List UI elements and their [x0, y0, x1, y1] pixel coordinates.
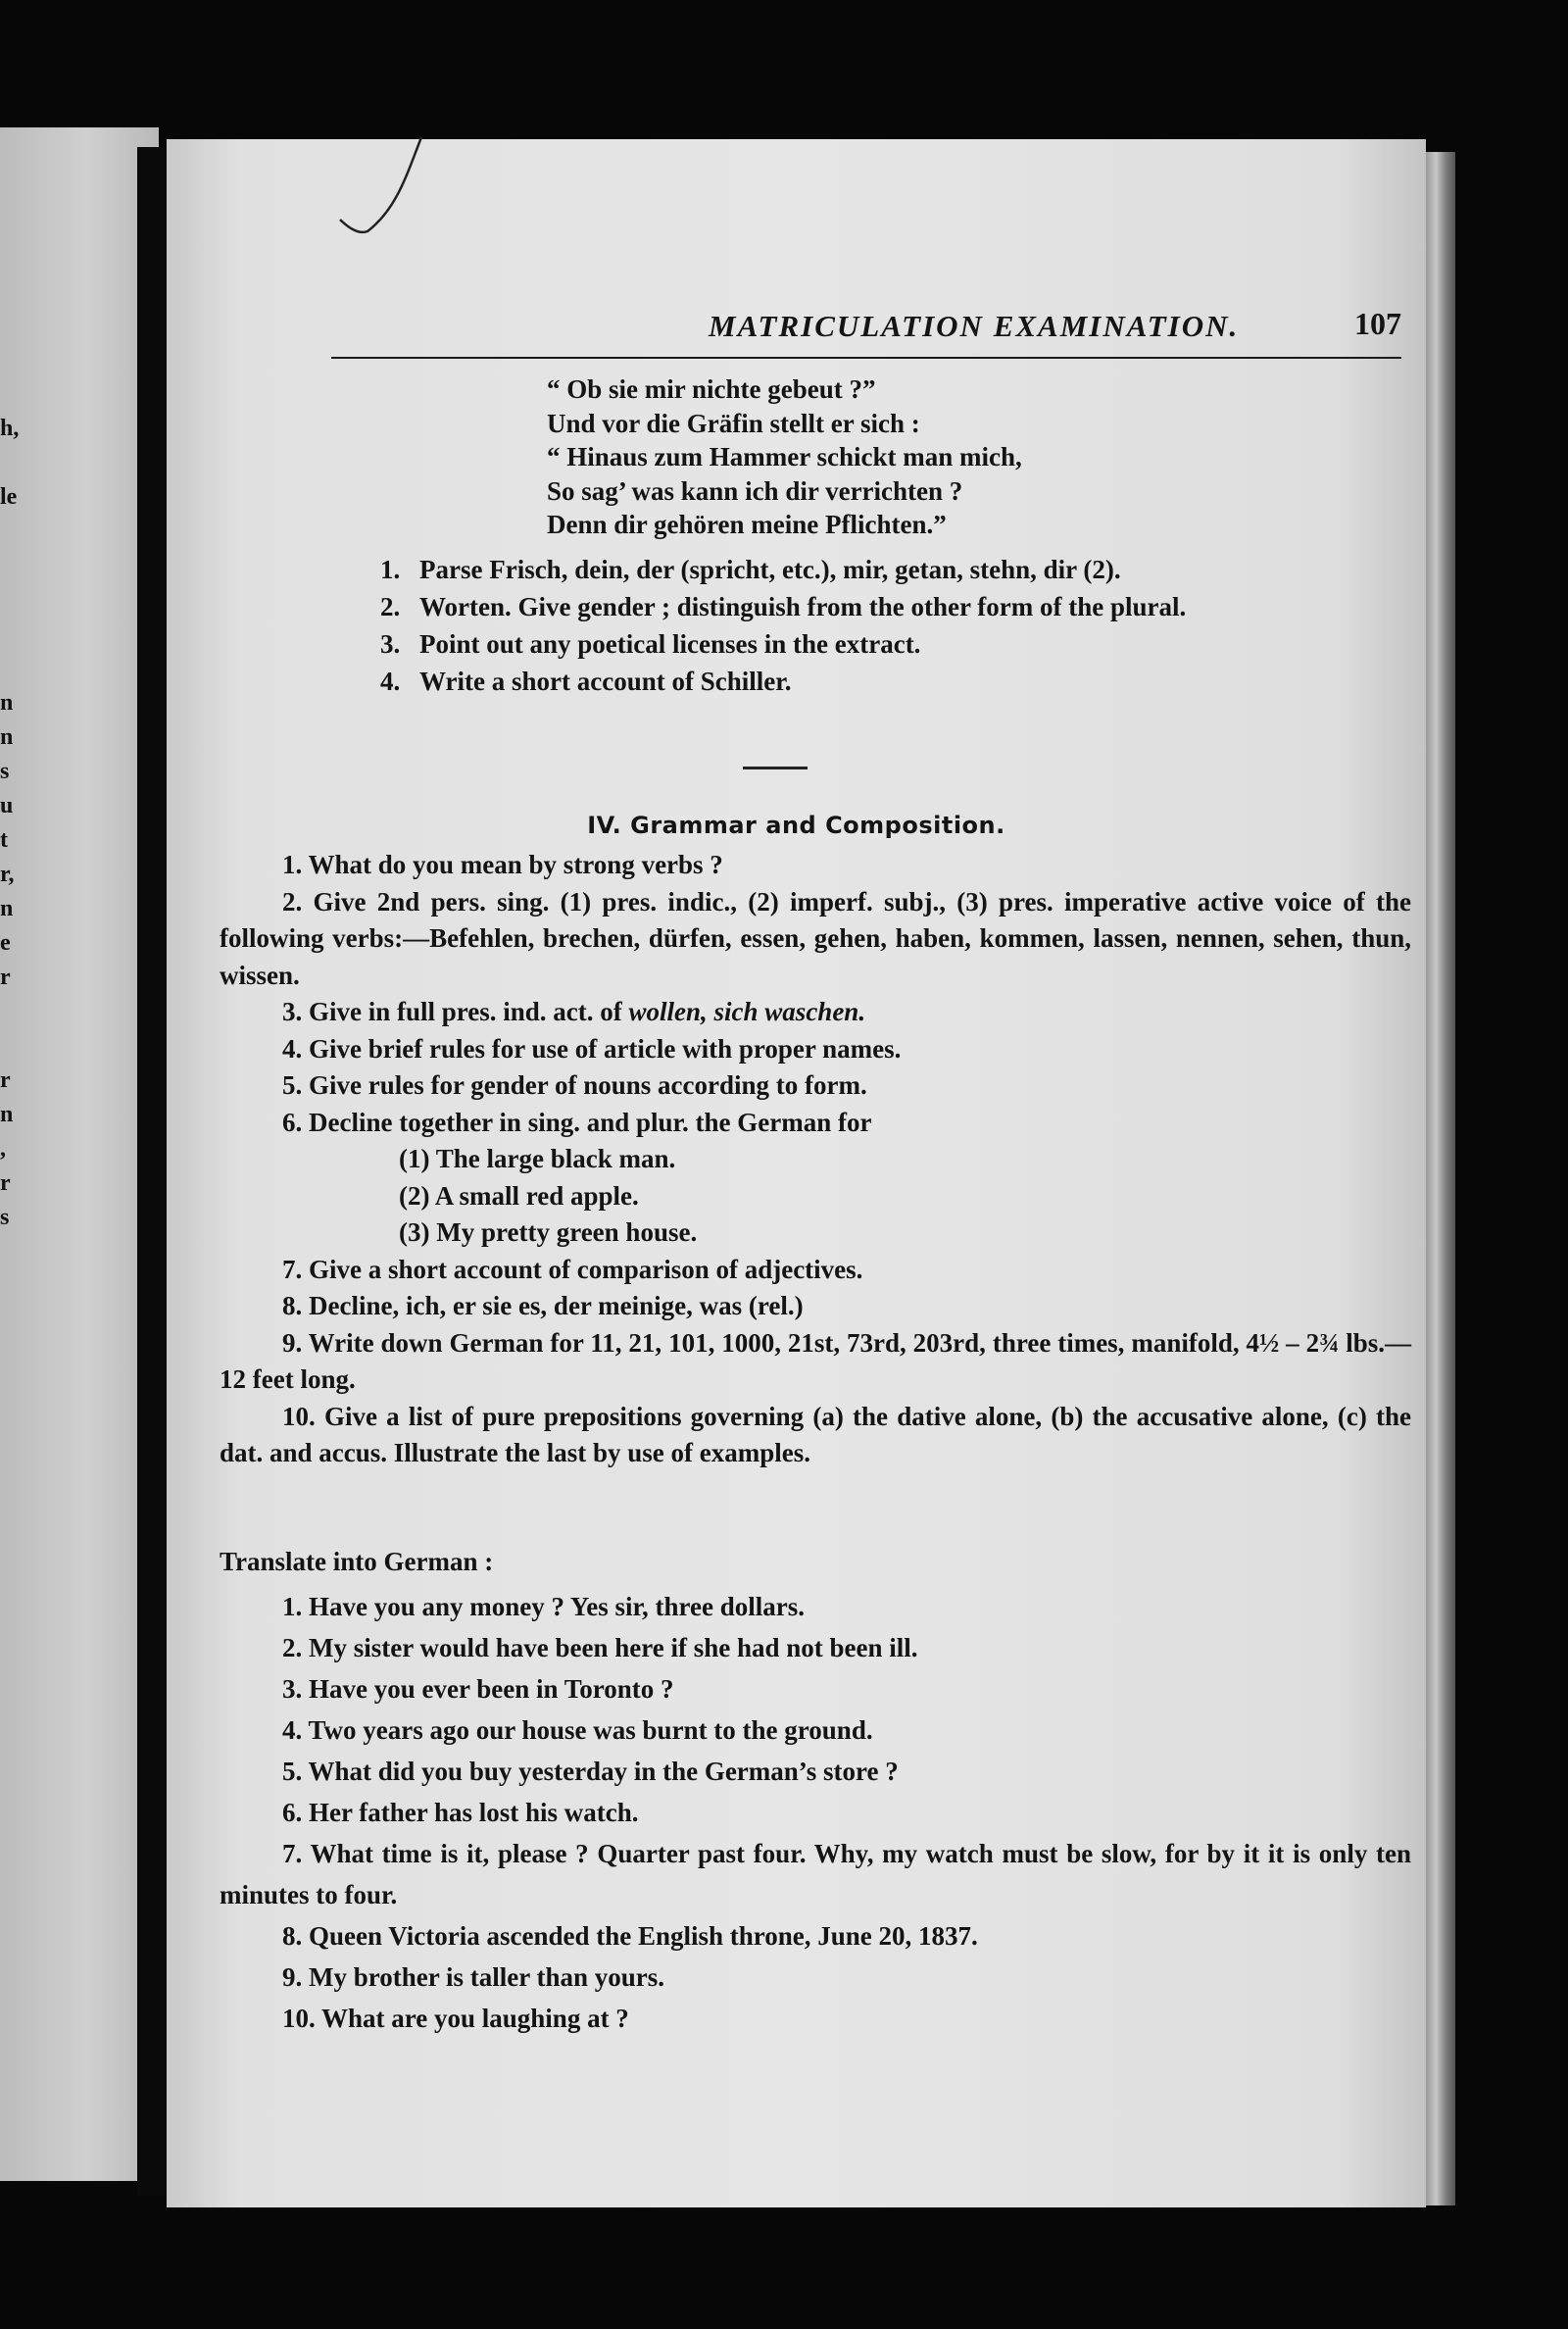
left-page-fragment: s	[0, 759, 10, 784]
question-number: 1.	[380, 555, 401, 584]
running-head: MATRICULATION EXAMINATION.	[709, 309, 1240, 343]
question-italic-text: wollen, sich waschen.	[628, 997, 866, 1026]
question-text: Parse Frisch, dein, der (spricht, etc.), mir, getan, stehn, dir (2).	[419, 555, 1121, 584]
poem-question	[380, 625, 1458, 663]
poem-line: Und vor die Gräfin stellt er sich :	[547, 408, 920, 438]
page-fore-edge	[1426, 152, 1455, 2205]
left-page-fragment: h,	[0, 416, 20, 441]
translate-heading: Translate into German :	[220, 1547, 494, 1576]
left-page-fragment	[0, 515, 19, 549]
left-page-fragment: e	[0, 930, 11, 956]
left-page-fragment: r,	[0, 862, 15, 887]
grammar-question: 6. Decline together in sing. and plur. the German for	[282, 1107, 872, 1137]
question-text: Worten. Give gender ; distinguish from the other form of the plural.	[419, 592, 1187, 621]
left-page-fragment	[0, 1029, 19, 1064]
left-page-fragment: n	[0, 896, 14, 921]
grammar-question: 4. Give brief rules for use of article with proper names.	[282, 1033, 902, 1064]
left-page-fragment: r	[0, 965, 11, 990]
decline-item: (1) The large black man.	[399, 1144, 676, 1173]
left-page-fragments	[0, 412, 19, 1235]
page-header	[331, 296, 1401, 359]
translate-item: 6. Her father has lost his watch.	[282, 1798, 639, 1827]
question-text: 3. Give in full pres. ind. act. of	[282, 997, 629, 1026]
grammar-question	[220, 994, 1411, 1031]
grammar-question: 7. Give a short account of comparison of adjectives.	[282, 1254, 863, 1284]
left-page-fragment: n	[0, 1102, 14, 1127]
grammar-question: 1. What do you mean by strong verbs ?	[282, 850, 723, 879]
left-page-fragment	[0, 446, 19, 480]
question-number: 2.	[380, 592, 401, 621]
grammar-question: 5. Give rules for gender of nouns according to form.	[282, 1070, 867, 1100]
poem-line: Denn dir gehören meine Pflichten.”	[547, 510, 947, 539]
left-page-fragment	[0, 652, 19, 686]
page-number: 107	[1354, 306, 1401, 341]
left-page-fragment: ,	[0, 1136, 6, 1162]
left-page-fragment: u	[0, 793, 14, 818]
question-text: Write a short account of Schiller.	[419, 667, 792, 696]
translate-item: 9. My brother is taller than yours.	[282, 1962, 664, 1992]
section-divider	[743, 767, 808, 769]
grammar-questions	[220, 847, 1411, 1472]
left-page-fragment: r	[0, 1170, 11, 1196]
decline-item: (2) A small red apple.	[399, 1180, 639, 1211]
grammar-question: 9. Write down German for 11, 21, 101, 1000, 21st, 73rd, 203rd, three times, manifold, 4½ – 2¾ lbs.—12 feet long.	[220, 1327, 1411, 1394]
left-page-fragment: n	[0, 724, 14, 750]
translate-item: 10. What are you laughing at ?	[282, 2004, 629, 2033]
poem-question	[380, 551, 1458, 588]
translate-item: 8. Queen Victoria ascended the English throne, June 20, 1837.	[282, 1921, 978, 1951]
left-page-fragment: r	[0, 1067, 11, 1093]
question-number: 3.	[380, 629, 401, 659]
poem-extract	[547, 372, 1022, 542]
left-page-fragment: s	[0, 1205, 10, 1230]
grammar-question: 2. Give 2nd pers. sing. (1) pres. indic., (2) imperf. subj., (3) pres. imperative active voice of the following verbs:—Befehlen, brechen, dürfen, essen, gehen, haben, kommen, lassen, nennen, sehen, thun, wissen.	[220, 886, 1411, 990]
left-page-fragment	[0, 995, 19, 1029]
left-page-fragment: t	[0, 827, 8, 853]
poem-question	[380, 663, 1458, 700]
page-content	[167, 139, 1426, 2207]
translate-list	[220, 1586, 1411, 2039]
translate-item: 2. My sister would have been here if she had not been ill.	[282, 1633, 918, 1662]
section-title: IV. Grammar and Composition.	[587, 812, 1005, 839]
left-page-fragment	[0, 549, 19, 583]
decline-item: (3) My pretty green house.	[399, 1217, 698, 1247]
left-page-fragment	[0, 618, 19, 652]
left-page-fragment: le	[0, 484, 18, 510]
poem-line: “ Ob sie mir nichte gebeut ?”	[547, 374, 876, 404]
left-page-fragment: n	[0, 690, 14, 716]
grammar-question: 10. Give a list of pure prepositions governing (a) the dative alone, (b) the accusative alone, (c) the dat. and accus. Illustrate the last by use of examples.	[220, 1401, 1411, 1467]
left-page-edge	[0, 127, 159, 2181]
left-page-fragment	[0, 583, 19, 618]
translate-item: 1. Have you any money ? Yes sir, three dollars.	[282, 1592, 805, 1621]
translate-item: 3. Have you ever been in Toronto ?	[282, 1674, 674, 1704]
translate-item: 4. Two years ago our house was burnt to the ground.	[282, 1715, 873, 1745]
poem-question	[380, 588, 1458, 625]
poem-question-list	[380, 551, 1458, 700]
question-number: 4.	[380, 667, 401, 696]
translate-item: 5. What did you buy yesterday in the German’s store ?	[282, 1757, 899, 1786]
poem-line: “ Hinaus zum Hammer schickt man mich,	[547, 442, 1022, 471]
question-text: Point out any poetical licenses in the extract.	[419, 629, 921, 659]
poem-line: So sag’ was kann ich dir verrichten ?	[547, 475, 963, 506]
translate-item: 7. What time is it, please ? Quarter past four. Why, my watch must be slow, for by it it is only ten minutes to four.	[220, 1839, 1411, 1909]
grammar-question: 8. Decline, ich, er sie es, der meinige, was (rel.)	[282, 1291, 804, 1320]
